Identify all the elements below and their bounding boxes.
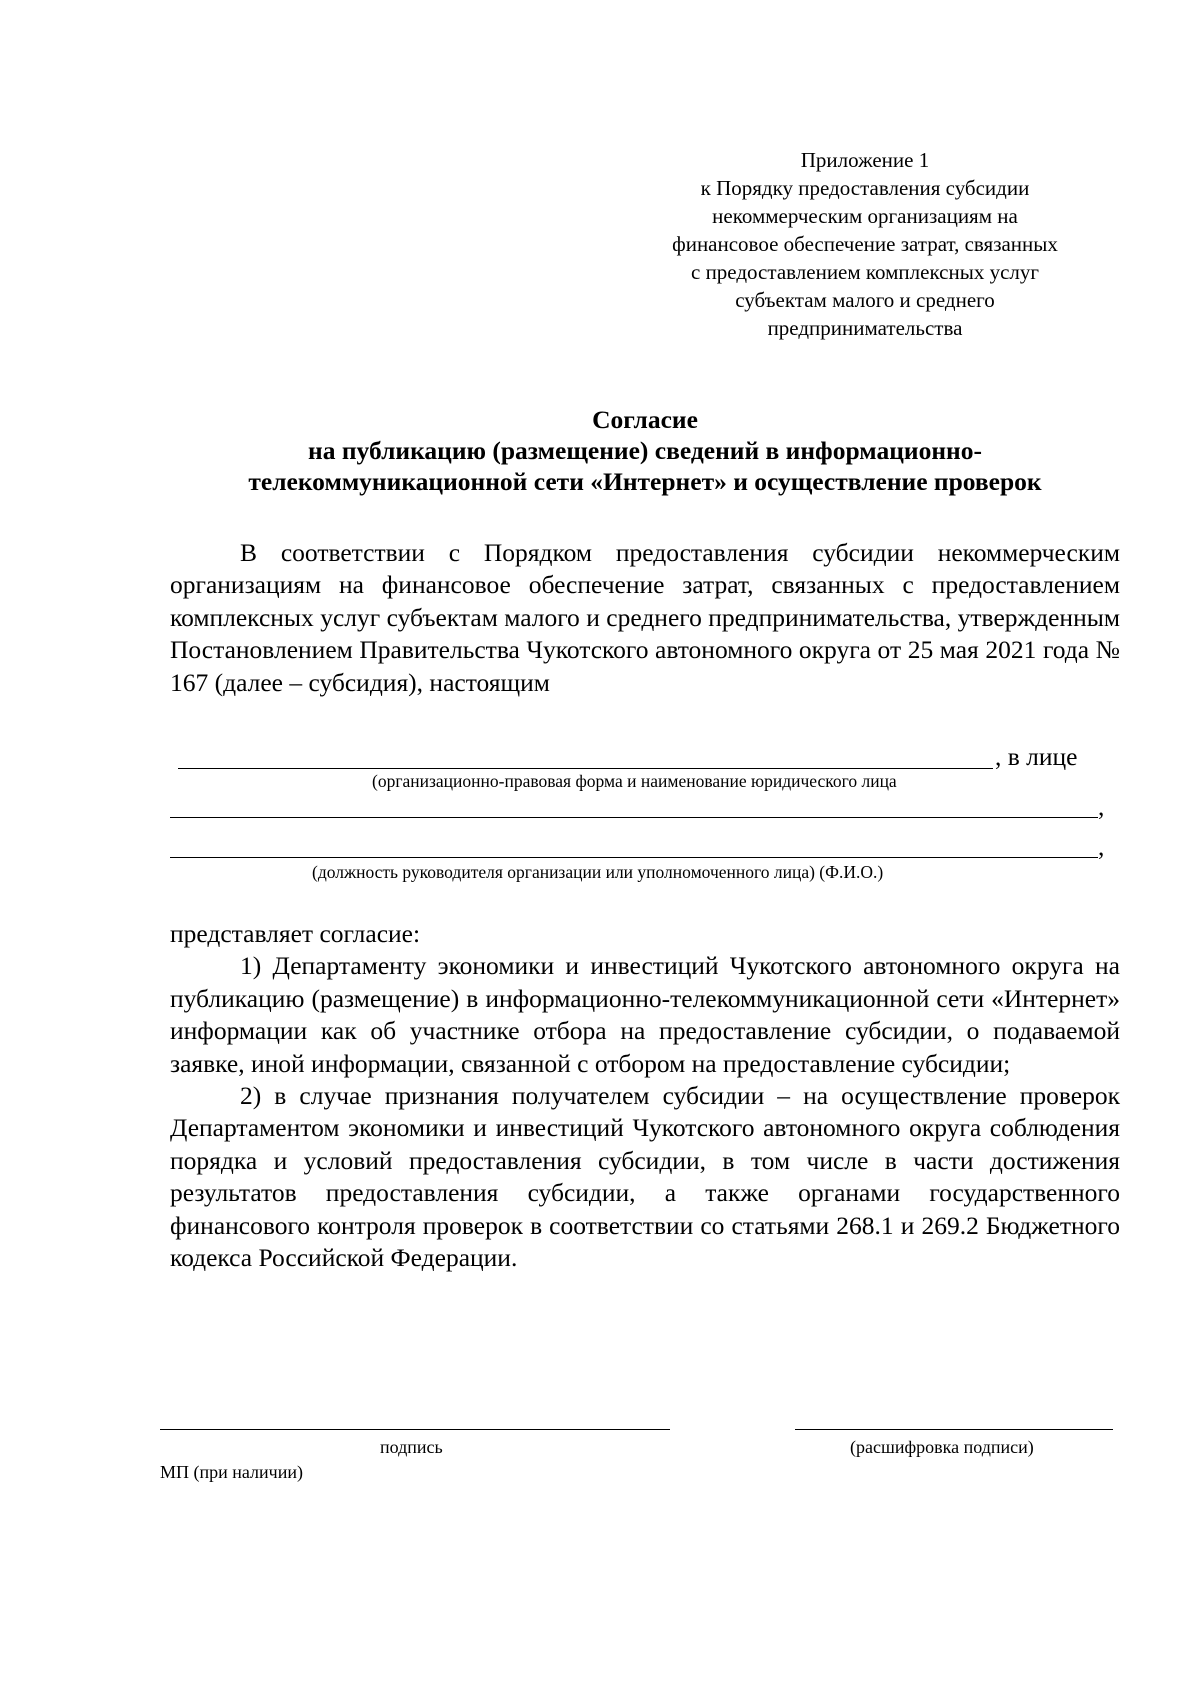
appendix-line: некоммерческим организациям на [712,204,1018,228]
person-field-row-2 [170,832,1120,862]
signature-line[interactable] [160,1429,670,1430]
consent-item-1: 1) Департаменту экономики и инвестиций Чукотского автономного округа на публикацию (размещение) в информационно-телекоммуникационной сети «Интернет» информации как об участнике отбора на предоставление субсидии, о подаваемой заявке, иной информации, связанной с отбором на предоставление субсидии; [170,951,1120,1078]
appendix-line: субъектам малого и среднего [735,288,995,312]
organization-caption: (организационно-правовая форма и наименование юридического лица [372,771,897,791]
in-person-label: , в лице [995,742,1078,771]
person-field-row-1 [170,792,1120,822]
consent-item-2: 2) в случае признания получателем субсидии – на осуществление проверок Департаментом экономики и инвестиций Чукотского автономного округа соблюдения порядка и условий предоставления субсидии, в том числе в части достижения результатов предоставления субсидии, а также органами государственного финансового контроля проверок в соответствии со статьями 268.1 и 269.2 Бюджетного кодекса Российской Федерации. [170,1081,1120,1273]
consent-block [170,918,1120,1274]
person-field-line-2[interactable] [170,857,1098,858]
person-field-line-1[interactable] [170,817,1098,818]
signature-label: подпись [380,1437,443,1457]
organization-field-row [170,742,1120,772]
appendix-header [630,146,1100,342]
appendix-line: с предоставлением комплексных услуг [691,260,1039,284]
signature-decode-line[interactable] [795,1429,1113,1430]
title-line-3: телекоммуникационной сети «Интернет» и осуществление проверок [248,467,1042,496]
intro-paragraph: В соответствии с Порядком предоставления субсидии некоммерческим организациям на финансовое обеспечение затрат, связанных с предоставлением комплексных услуг субъектам малого и среднего предпринимательства, утвержденным Постановлением Правительства Чукотского автономного округа от 25 мая 2021 года № 167 (далее – субсидия), настоящим [170,538,1120,697]
signature-decode-label: (расшифровка подписи) [850,1437,1034,1457]
stamp-label: МП (при наличии) [160,1462,303,1482]
consent-lead: представляет согласие: [170,919,421,948]
appendix-line: предпринимательства [767,316,963,340]
comma-mark: , [1098,832,1105,861]
appendix-line: к Порядку предоставления субсидии [700,176,1030,200]
comma-mark: , [1098,792,1105,821]
title-line-1: Согласие [592,405,698,434]
person-caption: (должность руководителя организации или уполномоченного лица) (Ф.И.О.) [312,862,884,882]
document-title [170,404,1120,497]
appendix-line: финансовое обеспечение затрат, связанных [672,232,1058,256]
organization-name-field[interactable] [178,768,993,769]
appendix-line: Приложение 1 [800,148,930,172]
title-line-2: на публикацию (размещение) сведений в информационно- [308,436,982,465]
